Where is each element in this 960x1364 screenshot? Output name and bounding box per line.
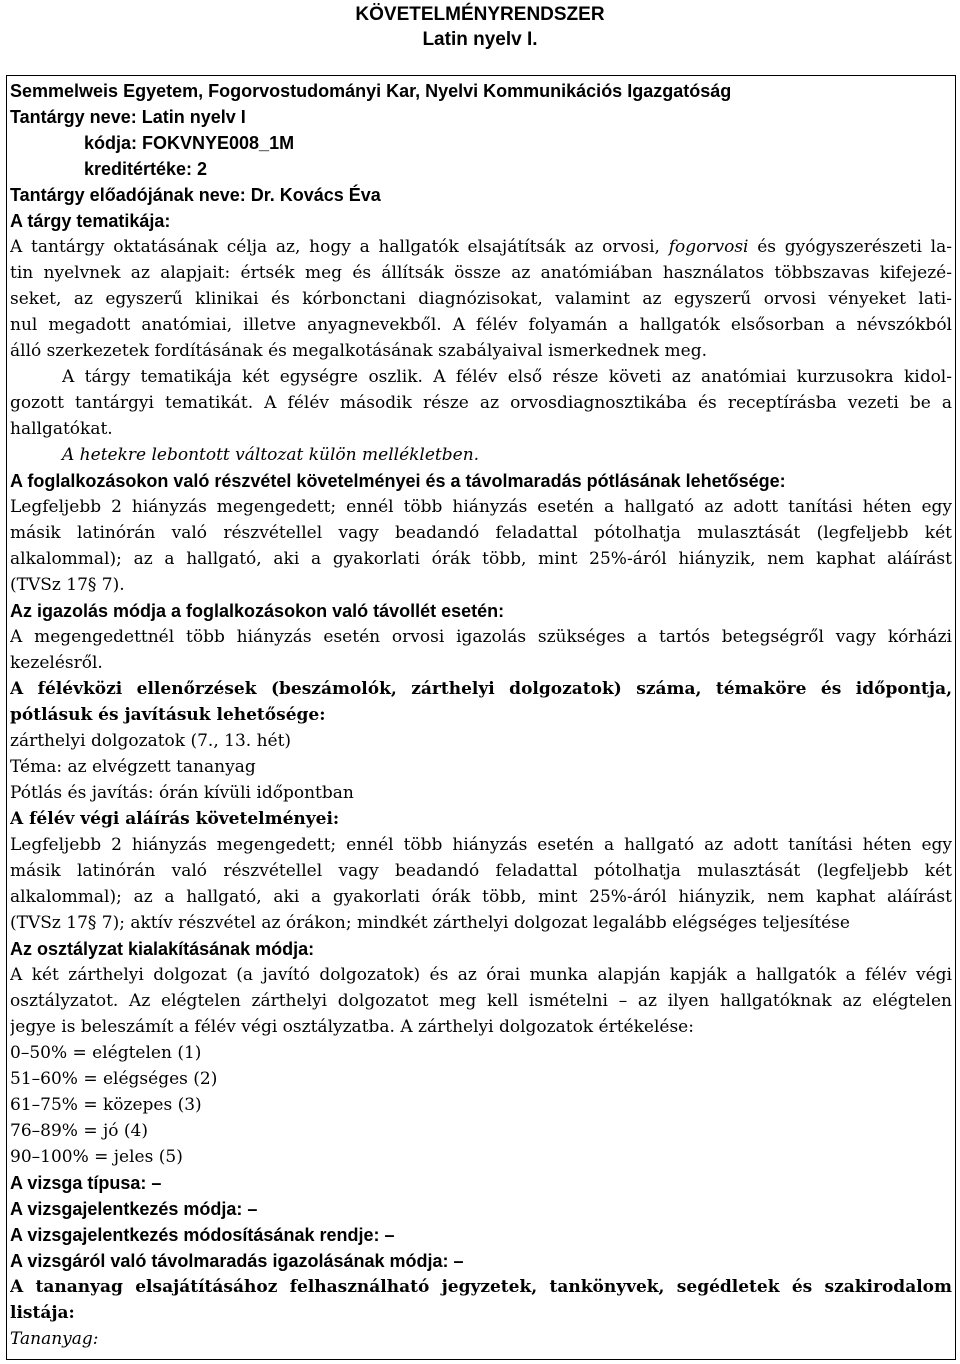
absence-heading: Az igazolás módja a foglalkozásokon való távollét esetén:	[10, 601, 505, 621]
grade-scale-item: 61–75% = közepes (3)	[10, 1095, 202, 1115]
topics-note: A hetekre lebontott változat külön mellékletben.	[62, 445, 480, 465]
exam-absence: A vizsgáról való távolmaradás igazolásának módja: –	[10, 1251, 464, 1271]
midterm-line: Téma: az elvégzett tananyag	[10, 757, 256, 777]
grade-line: A két zárthelyi dolgozat (a javító dolgozatok) és az órai munka alapján kapják a hallgatók a félév végi	[10, 965, 952, 985]
topics-emphasis: fogorvosi	[668, 237, 749, 257]
course-lecturer: Tantárgy előadójának neve: Dr. Kovács Éva	[10, 185, 381, 205]
attendance-line: Legfeljebb 2 hiányzás megengedett; ennél több hiányzás esetén a hallgató az adott tanítási héten egy	[10, 497, 952, 517]
exam-type: A vizsga típusa: –	[10, 1173, 162, 1193]
attendance-line: alkalommal); az a hallgató, aki a gyakorlati órák több, mint 25%-áról hiányzik, nem kaphat aláírást	[10, 549, 952, 569]
materials-heading: listája:	[10, 1303, 75, 1323]
course-name: Tantárgy neve: Latin nyelv I	[10, 107, 246, 127]
grade-line: jegye is beleszámít a félév végi osztályzatba. A zárthelyi dolgozatok értékelése:	[10, 1017, 694, 1037]
midterm-line: Pótlás és javítás: órán kívüli időpontban	[10, 783, 354, 803]
exam-registration: A vizsgajelentkezés módja: –	[10, 1199, 258, 1219]
signature-line: alkalommal); az a hallgató, aki a gyakorlati órák több, mint 25%-áról hiányzik, nem kaphat aláírást	[10, 887, 952, 907]
signature-heading: A félév végi aláírás követelményei:	[10, 809, 340, 829]
topics-text: és gyógyszerészeti la-	[748, 237, 952, 257]
materials-label: Tananyag:	[10, 1329, 99, 1349]
materials-heading: A tananyag elsajátításához felhasználható jegyzetek, tankönyvek, segédletek és szakirodalom	[10, 1277, 952, 1297]
absence-line: A megengedettnél több hiányzás esetén orvosi igazolás szükséges a tartós betegségről vagy kórházi	[10, 627, 952, 647]
midterm-heading: A félévközi ellenőrzések (beszámolók, zárthelyi dolgozatok) száma, témaköre és időpontja,	[10, 679, 952, 699]
document-title: KÖVETELMÉNYRENDSZER	[355, 4, 605, 25]
topics-line	[10, 234, 952, 260]
midterm-line: zárthelyi dolgozatok (7., 13. hét)	[10, 731, 292, 751]
topics-heading: A tárgy tematikája:	[10, 211, 171, 231]
attendance-line: másik latinórán való részvétellel vagy beadandó feladattal pótolhatja mulasztását (legfeljebb két	[10, 523, 952, 543]
signature-line: (TVSz 17§ 7); aktív részvétel az órákon; mindkét zárthelyi dolgozat legalább elégséges teljesítése	[10, 913, 850, 933]
topics-line: seket, az egyszerű klinikai és kórbonctani diagnózisokat, valamint az egyszerű orvosi vényeket lati-	[10, 289, 952, 309]
topics-line: álló szerkezetek fordításának és megalkotásának szabályaival ismerkednek meg.	[10, 341, 707, 361]
midterm-heading: pótlásuk és javításuk lehetősége:	[10, 705, 326, 725]
signature-line: másik latinórán való részvétellel vagy beadandó feladattal pótolhatja mulasztását (legfeljebb két	[10, 861, 952, 881]
topics-text: A tantárgy oktatásának célja az, hogy a hallgatók elsajátítsák az orvosi,	[10, 237, 669, 257]
topics-line: gozott tantárgyi tematikát. A félév második része az orvosdiagnosztikába és receptírásba vezeti be a	[10, 393, 952, 413]
topics-line: A tárgy tematikája két egységre oszlik. A félév első része követi az anatómiai kurzusokra kidol-	[62, 367, 952, 387]
topics-line: nul megadott anatómiai, illetve anyagnevekből. A félév folyamán a hallgatók elsősorban a névszókból	[10, 315, 952, 335]
attendance-heading: A foglalkozásokon való részvétel követelményei és a távolmaradás pótlásának lehetősége:	[10, 471, 786, 491]
topics-line: tin nyelvnek az alapjait: értsék meg és állítsák össze az anatómiában használatos többszavas kifejezé-	[10, 263, 952, 283]
grade-scale-item: 76–89% = jó (4)	[10, 1121, 148, 1141]
grade-heading: Az osztályzat kialakításának módja:	[10, 939, 315, 959]
requirements-box	[6, 75, 956, 1360]
grade-scale-item: 51–60% = elégséges (2)	[10, 1069, 218, 1089]
topics-line: hallgatókat.	[10, 419, 113, 439]
absence-line: kezelésről.	[10, 653, 103, 673]
document-header	[0, 0, 960, 52]
course-credits: kreditértéke: 2	[84, 159, 208, 179]
grade-line: osztályzatot. Az elégtelen zárthelyi dolgozatot meg kell ismételni – az ilyen hallgatóknak az elégtelen	[10, 991, 952, 1011]
institution: Semmelweis Egyetem, Fogorvostudományi Kar, Nyelvi Kommunikációs Igazgatóság	[10, 81, 732, 101]
grade-scale-item: 0–50% = elégtelen (1)	[10, 1043, 202, 1063]
signature-line: Legfeljebb 2 hiányzás megengedett; ennél több hiányzás esetén a hallgató az adott tanítási héten egy	[10, 835, 952, 855]
course-code: kódja: FOKVNYE008_1M	[84, 133, 295, 153]
exam-registration-change: A vizsgajelentkezés módosításának rendje: –	[10, 1225, 395, 1245]
grade-scale-item: 90–100% = jeles (5)	[10, 1147, 183, 1167]
attendance-line: (TVSz 17§ 7).	[10, 575, 125, 595]
document-subtitle: Latin nyelv I.	[422, 29, 538, 50]
